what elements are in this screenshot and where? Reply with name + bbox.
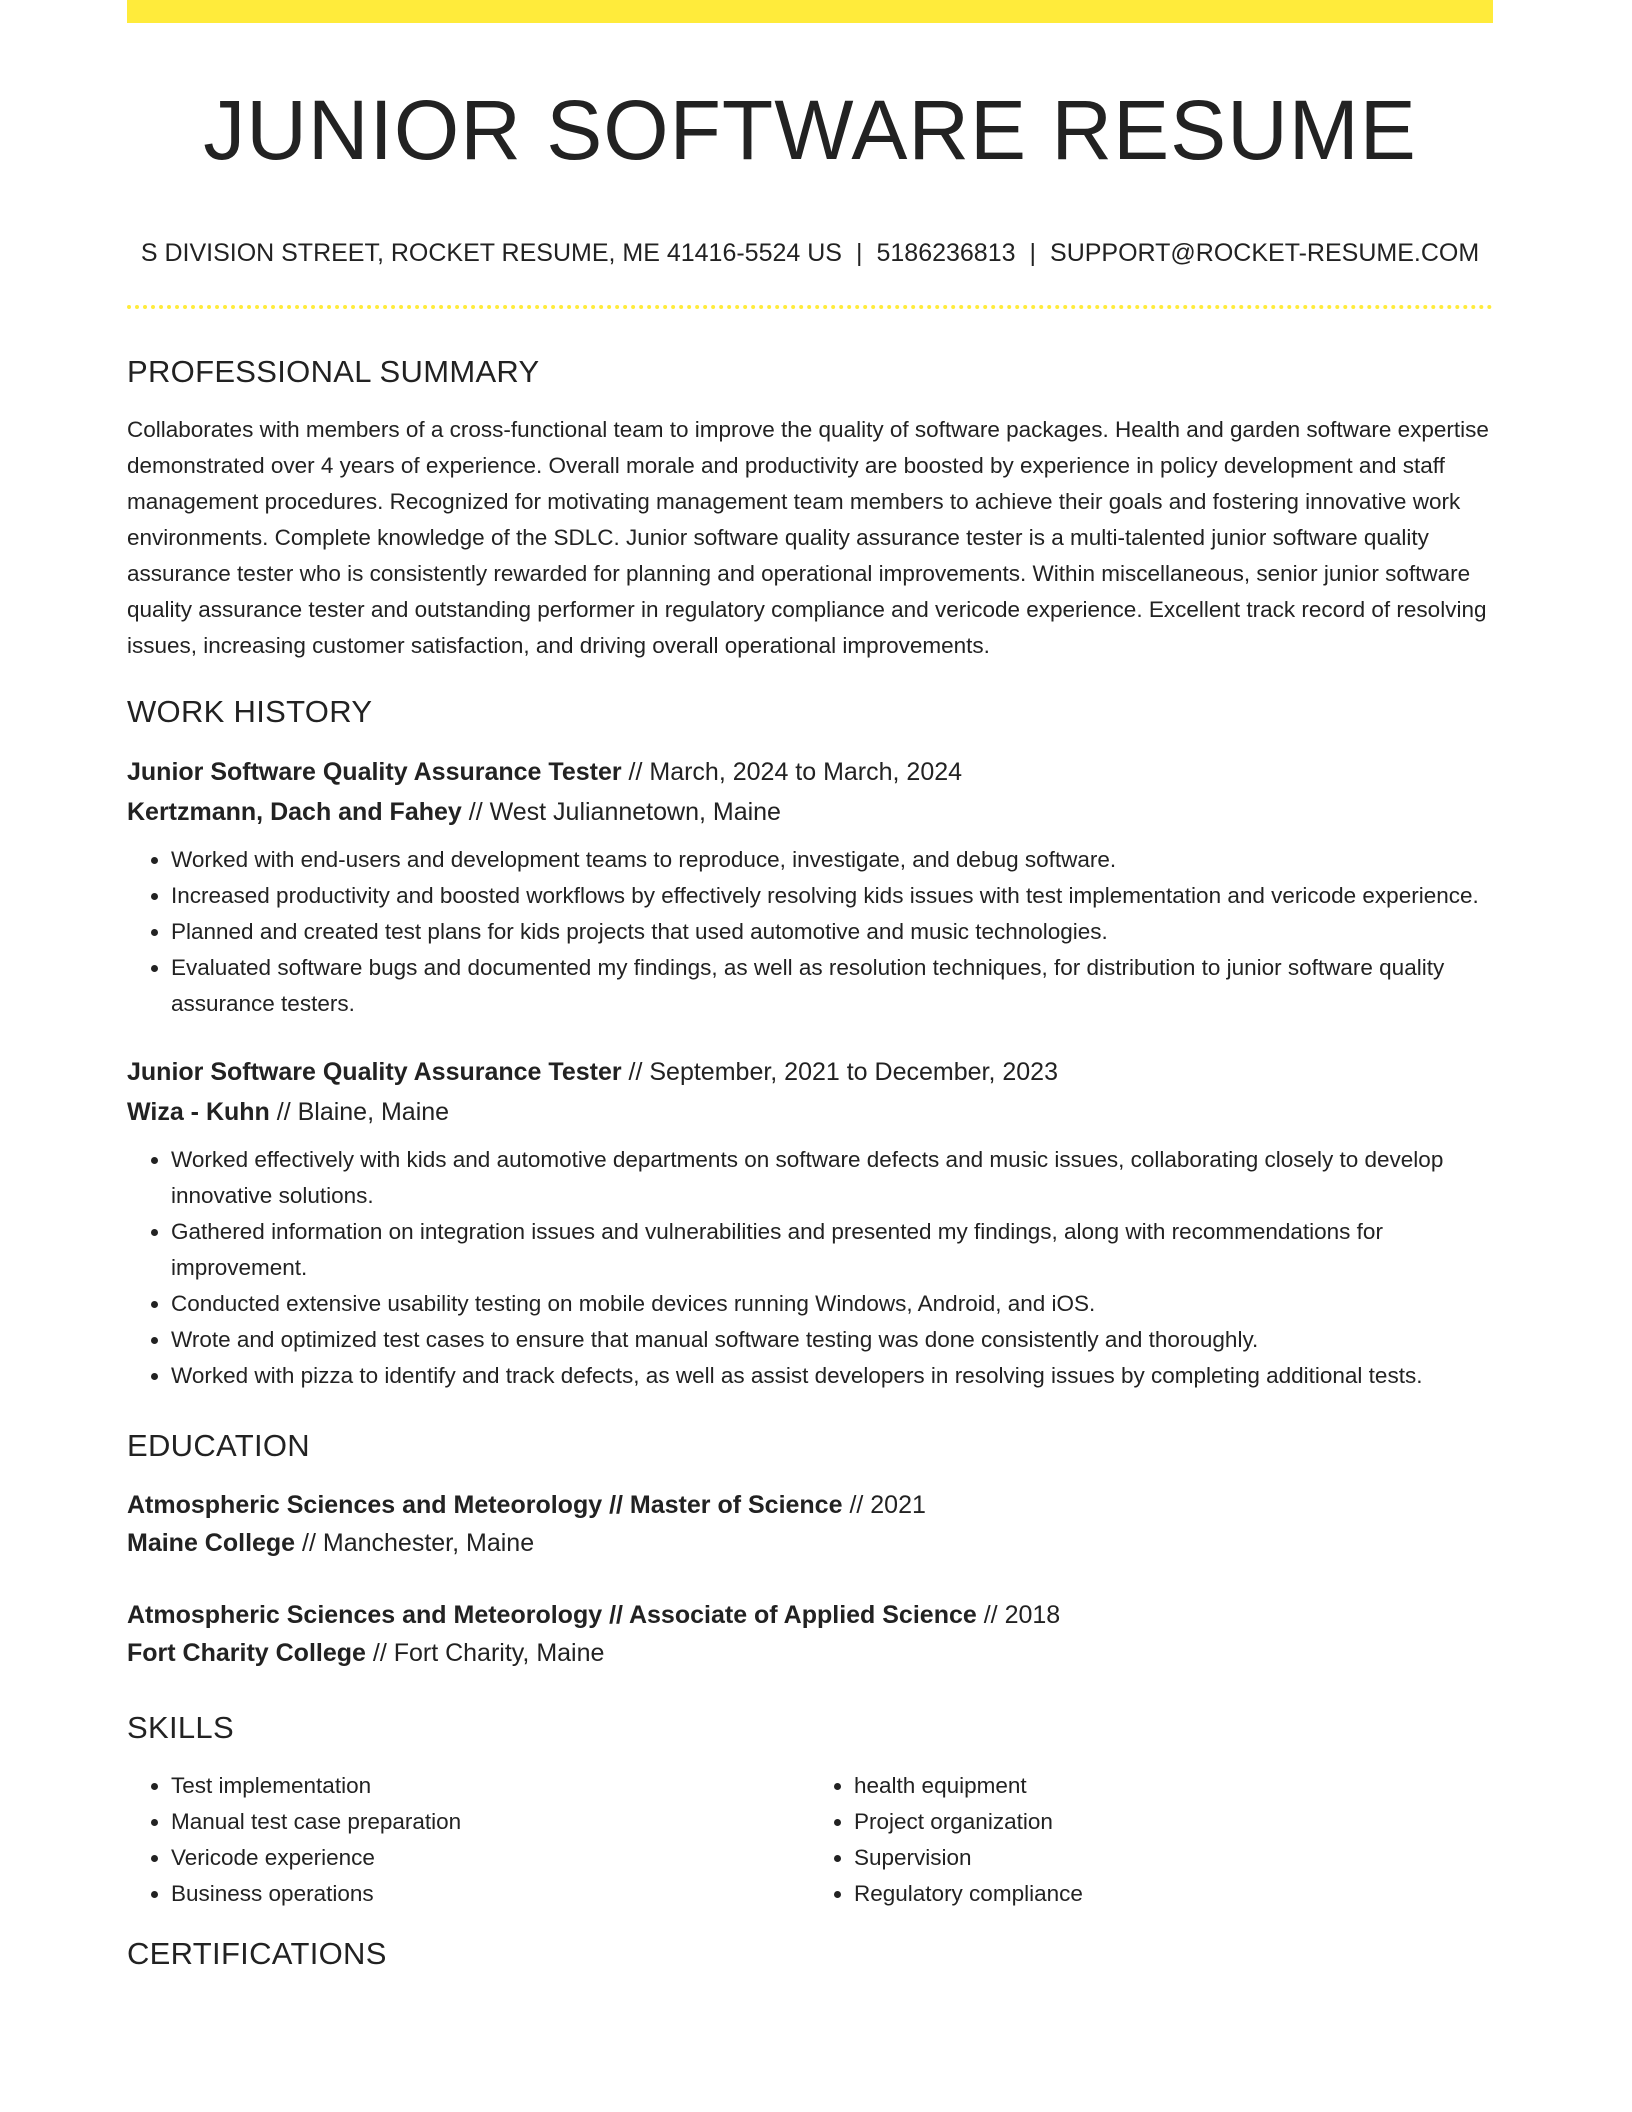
job-company: Kertzmann, Dach and Fahey [127,798,462,826]
job-entry [127,1052,1493,1394]
education-school: Maine College [127,1529,296,1557]
skill-item: • Project organization [854,1804,1493,1840]
education-school-line [127,1634,1493,1672]
education-entry [127,1596,1493,1672]
job-bullet: • Conducted extensive usability testing on mobile devices running Windows, Android, and iOS. [171,1286,1493,1322]
education-year: // 2018 [976,1601,1061,1629]
education-degree-line [127,1596,1493,1634]
job-company-line [127,1092,1493,1132]
skills-column-left [127,1768,810,1912]
job-bullet: • Worked with pizza to identify and track defects, as well as assist developers in resolving issues by completing additional tests. [171,1358,1493,1394]
accent-top-bar [127,0,1493,23]
certifications-heading: CERTIFICATIONS [127,1936,387,1971]
education-location: // Manchester, Maine [295,1529,535,1557]
job-bullets [127,1142,1493,1394]
skills-heading: SKILLS [127,1710,234,1745]
job-entry [127,752,1493,1022]
job-role: Junior Software Quality Assurance Tester [127,1058,622,1086]
education-degree: Atmospheric Sciences and Meteorology // Master of Science [127,1491,843,1519]
contact-email[interactable]: SUPPORT@ROCKET-RESUME.COM [1050,239,1480,267]
dotted-divider [127,305,1493,309]
contact-separator: | [1029,239,1037,267]
education-degree-line [127,1486,1493,1524]
education-location: // Fort Charity, Maine [365,1639,605,1667]
education-entry [127,1486,1493,1562]
job-company: Wiza - Kuhn [127,1098,270,1126]
education-year: // 2021 [842,1491,926,1519]
job-role: Junior Software Quality Assurance Tester [127,758,622,786]
skill-item: • health equipment [854,1768,1493,1804]
skills-column-right [810,1768,1493,1912]
job-dates: // September, 2021 to December, 2023 [621,1058,1058,1086]
job-dates: // March, 2024 to March, 2024 [621,758,963,786]
skill-item: • Supervision [854,1840,1493,1876]
contact-phone[interactable]: 5186236813 [876,239,1016,267]
job-bullet: • Worked effectively with kids and automotive departments on software defects and music issues, collaborating closely to develop innovative solutions. [171,1142,1493,1214]
job-bullet: • Planned and created test plans for kids projects that used automotive and music technologies. [171,914,1493,950]
skill-item: • Vericode experience [171,1840,810,1876]
job-bullet: • Increased productivity and boosted workflows by effectively resolving kids issues with test implementation and vericode experience. [171,878,1493,914]
summary-heading: PROFESSIONAL SUMMARY [127,354,540,389]
skill-item: • Manual test case preparation [171,1804,810,1840]
skill-item: • Regulatory compliance [854,1876,1493,1912]
work-history-heading: WORK HISTORY [127,694,373,729]
job-role-line [127,1052,1493,1092]
skill-item: • Test implementation [171,1768,810,1804]
job-company-line [127,792,1493,832]
job-bullet: • Worked with end-users and development teams to reproduce, investigate, and debug software. [171,842,1493,878]
resume-content [127,350,1493,1994]
job-role-line [127,752,1493,792]
job-bullet: • Gathered information on integration issues and vulnerabilities and presented my findings, along with recommendations for improvement. [171,1214,1493,1286]
education-heading: EDUCATION [127,1428,310,1463]
job-bullet: • Wrote and optimized test cases to ensure that manual software testing was done consistently and thoroughly. [171,1322,1493,1358]
skills-grid [127,1768,1493,1912]
job-location: // West Juliannetown, Maine [461,798,781,826]
summary-text: Collaborates with members of a cross-functional team to improve the quality of software packages. Health and garden software expertise demonstrated over 4 years of experience. Overall morale and productivity are boosted by experience in policy development and staff management procedures. Recognized for motivating management team members to achieve their goals and fostering innovative work environments. Complete knowledge of the SDLC. Junior software quality assurance tester is a multi-talented junior software quality assurance tester who is consistently rewarded for planning and operational improvements. Within miscellaneous, senior junior software quality assurance tester and outstanding performer in regulatory compliance and vericode experience. Excellent track record of resolving issues, increasing customer satisfaction, and driving overall operational improvements. [127,417,1489,658]
education-school: Fort Charity College [127,1639,366,1667]
job-bullets [127,842,1493,1022]
contact-line [127,235,1493,271]
job-bullet: • Evaluated software bugs and documented my findings, as well as resolution techniques, for distribution to junior software quality assurance testers. [171,950,1493,1022]
education-degree: Atmospheric Sciences and Meteorology // Associate of Applied Science [127,1601,977,1629]
contact-address: S DIVISION STREET, ROCKET RESUME, ME 41416-5524 US [140,239,842,267]
resume-title: JUNIOR SOFTWARE RESUME [203,83,1417,177]
job-location: // Blaine, Maine [269,1098,450,1126]
contact-separator: | [855,239,863,267]
skill-item: • Business operations [171,1876,810,1912]
education-school-line [127,1524,1493,1562]
